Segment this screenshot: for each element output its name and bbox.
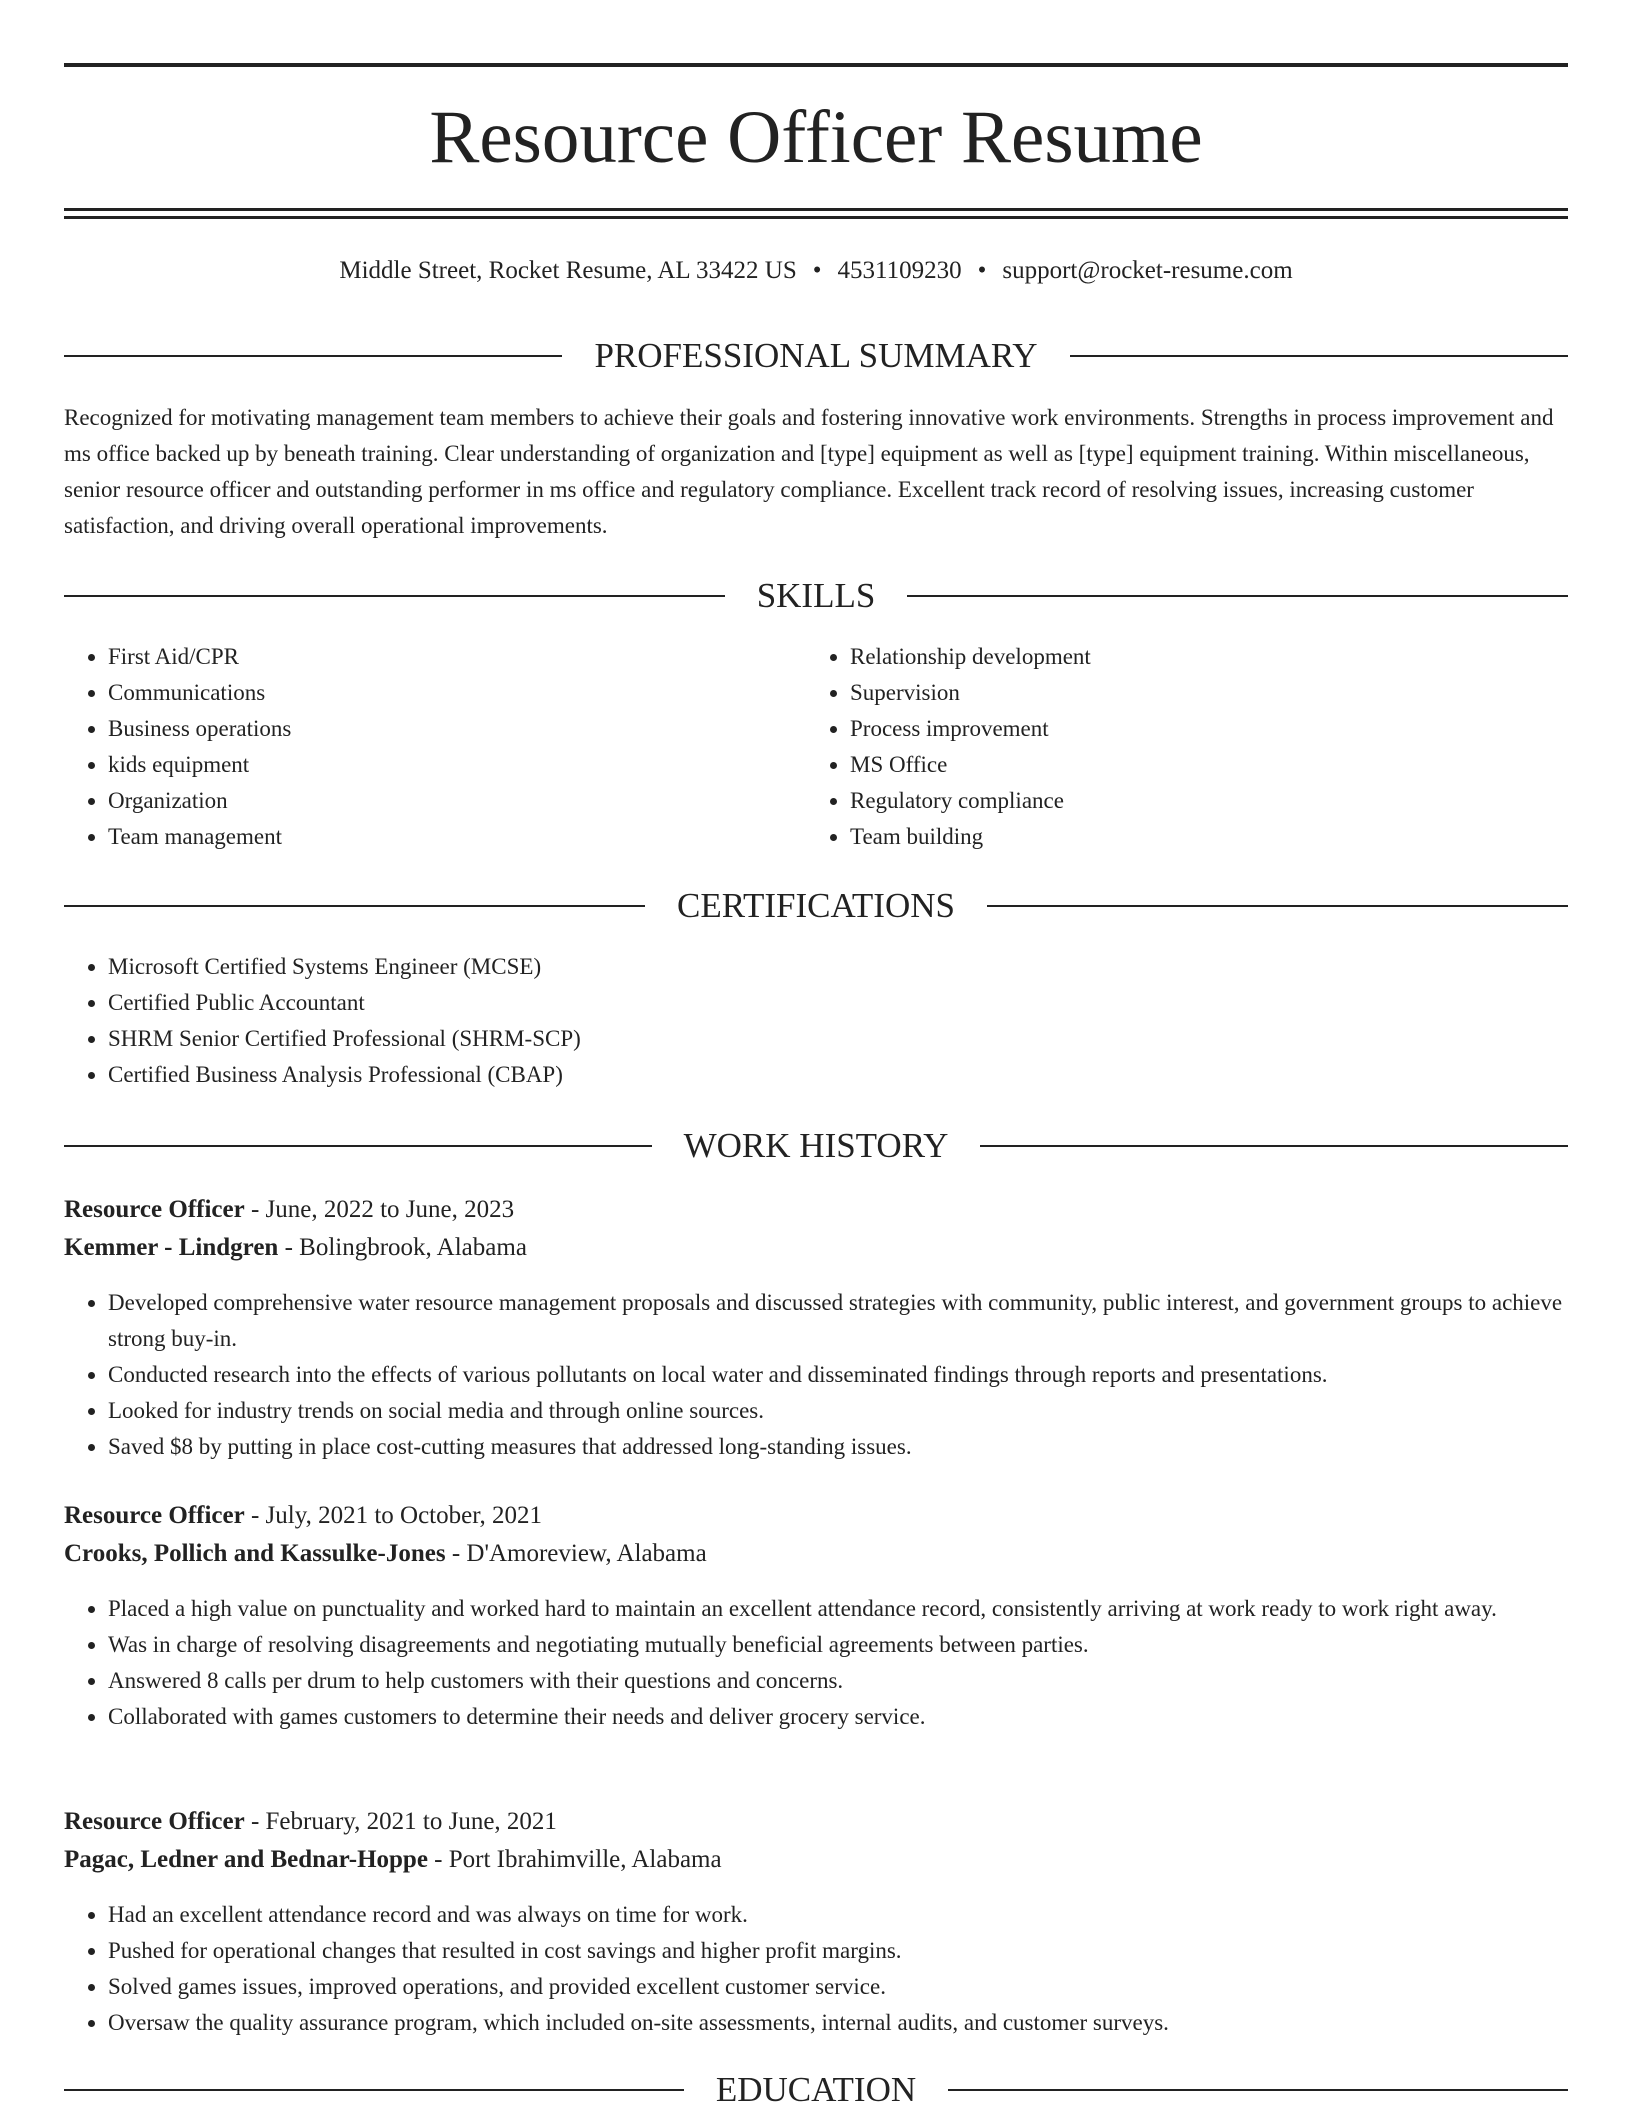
skill-item: • Business operations: [108, 711, 808, 747]
resume-title: Resource Officer Resume: [429, 96, 1203, 179]
job-bullet: • Answered 8 calls per drum to help customers with their questions and concerns.: [108, 1663, 1568, 1699]
job-bullet: • Was in charge of resolving disagreements and negotiating mutually beneficial agreements between parties.: [108, 1627, 1568, 1663]
job-bullet: • Collaborated with games customers to determine their needs and deliver grocery service.: [108, 1699, 1568, 1735]
job-dates: - February, 2021 to June, 2021: [244, 1808, 557, 1835]
job-company-line: [64, 1841, 1568, 1879]
heading-rule-left: [64, 355, 562, 357]
job-bullets: [64, 1897, 1568, 2041]
job-bullet: • Pushed for operational changes that resulted in cost savings and higher profit margins.: [108, 1933, 1568, 1969]
work-history-heading-label: WORK HISTORY: [683, 1126, 949, 1165]
skill-item: • Communications: [108, 675, 808, 711]
summary-text: Recognized for motivating management team members to achieve their goals and fostering innovative work environments. Strengths in process improvement and ms office backed up by beneath training. Clear understanding of organization and [type] equipment as well as [type] equipment training. Within miscellaneous, senior resource officer and outstanding performer in ms office and regulatory compliance. Excellent track record of resolving issues, increasing customer satisfaction, and driving overall operational improvements.: [64, 405, 1554, 538]
education-heading-label: EDUCATION: [715, 2070, 917, 2109]
job-company-line: [64, 1229, 1568, 1267]
certifications-heading-label: CERTIFICATIONS: [677, 886, 955, 925]
skills-heading: [64, 574, 1568, 618]
job-bullets: [64, 1591, 1568, 1735]
certification-item: • Certified Public Accountant: [108, 985, 1568, 1021]
job-company: Pagac, Ledner and Bednar-Hoppe: [64, 1846, 428, 1873]
contact-separator: •: [977, 257, 987, 284]
certification-item: • Microsoft Certified Systems Engineer (MCSE): [108, 949, 1568, 985]
contact-phone: 4531109230: [837, 257, 962, 284]
contact-separator: •: [812, 257, 822, 284]
heading-rule-right: [980, 1145, 1568, 1147]
skill-item: • Process improvement: [850, 711, 1550, 747]
job-title-line: [64, 1191, 1568, 1229]
heading-rule-right: [948, 2089, 1568, 2091]
skill-item: • Regulatory compliance: [850, 783, 1550, 819]
job-bullet: • Oversaw the quality assurance program, which included on-site assessments, internal audits, and customer surveys.: [108, 2005, 1568, 2041]
job-bullet: • Saved $8 by putting in place cost-cutting measures that addressed long-standing issues.: [108, 1429, 1568, 1465]
certification-item: • SHRM Senior Certified Professional (SHRM-SCP): [108, 1021, 1568, 1057]
skill-item: • Team building: [850, 819, 1550, 855]
contact-line: [64, 254, 1568, 288]
contact-address: Middle Street, Rocket Resume, AL 33422 US: [339, 257, 797, 284]
skill-item: • MS Office: [850, 747, 1550, 783]
skill-item: • Supervision: [850, 675, 1550, 711]
job-bullet: • Placed a high value on punctuality and worked hard to maintain an excellent attendance record, consistently arriving at work ready to work right away.: [108, 1591, 1568, 1627]
job-location: - Bolingbrook, Alabama: [278, 1234, 527, 1261]
job-location: - D'Amoreview, Alabama: [445, 1540, 707, 1567]
job-bullet: • Conducted research into the effects of various pollutants on local water and disseminated findings through reports and presentations.: [108, 1357, 1568, 1393]
heading-rule-left: [64, 595, 725, 597]
job-title: Resource Officer: [64, 1808, 245, 1835]
summary-heading-label: PROFESSIONAL SUMMARY: [594, 336, 1038, 375]
certifications-heading: [64, 884, 1568, 928]
heading-rule-right: [987, 905, 1568, 907]
job-dates: - July, 2021 to October, 2021: [244, 1502, 543, 1529]
work-history-heading: [64, 1124, 1568, 1168]
skills-list-left: [64, 639, 808, 855]
education-heading: [64, 2068, 1568, 2112]
job-title: Resource Officer: [64, 1502, 245, 1529]
title-double-rule-upper: [64, 208, 1568, 211]
top-rule: [64, 63, 1568, 67]
job-company-line: [64, 1535, 1568, 1573]
job-location: - Port Ibrahimville, Alabama: [427, 1846, 722, 1873]
skills-heading-label: SKILLS: [756, 576, 876, 615]
job-bullet: • Developed comprehensive water resource management proposals and discussed strategies with community, public interest, and government groups to achieve strong buy-in.: [108, 1285, 1568, 1357]
job-bullet: • Looked for industry trends on social media and through online sources.: [108, 1393, 1568, 1429]
heading-rule-right: [907, 595, 1568, 597]
job-company: Crooks, Pollich and Kassulke-Jones: [64, 1540, 446, 1567]
job-bullets: [64, 1285, 1568, 1465]
heading-rule-right: [1070, 355, 1568, 357]
skill-item: • Team management: [108, 819, 808, 855]
job-title: Resource Officer: [64, 1196, 245, 1223]
skill-item: • kids equipment: [108, 747, 808, 783]
skill-item: • Relationship development: [850, 639, 1550, 675]
skills-list-right: [806, 639, 1550, 855]
job-title-line: [64, 1497, 1568, 1535]
job-company: Kemmer - Lindgren: [64, 1234, 279, 1261]
job-bullet: • Had an excellent attendance record and was always on time for work.: [108, 1897, 1568, 1933]
certification-item: • Certified Business Analysis Professional (CBAP): [108, 1057, 1568, 1093]
title-double-rule-lower: [64, 216, 1568, 219]
job-dates: - June, 2022 to June, 2023: [244, 1196, 515, 1223]
contact-email: support@rocket-resume.com: [1002, 257, 1293, 284]
job-bullet: • Solved games issues, improved operations, and provided excellent customer service.: [108, 1969, 1568, 2005]
certifications-list: [64, 949, 1568, 1093]
skill-item: • Organization: [108, 783, 808, 819]
skill-item: • First Aid/CPR: [108, 639, 808, 675]
heading-rule-left: [64, 1145, 652, 1147]
heading-rule-left: [64, 2089, 684, 2091]
summary-heading: [64, 334, 1568, 378]
heading-rule-left: [64, 905, 645, 907]
job-title-line: [64, 1803, 1568, 1841]
